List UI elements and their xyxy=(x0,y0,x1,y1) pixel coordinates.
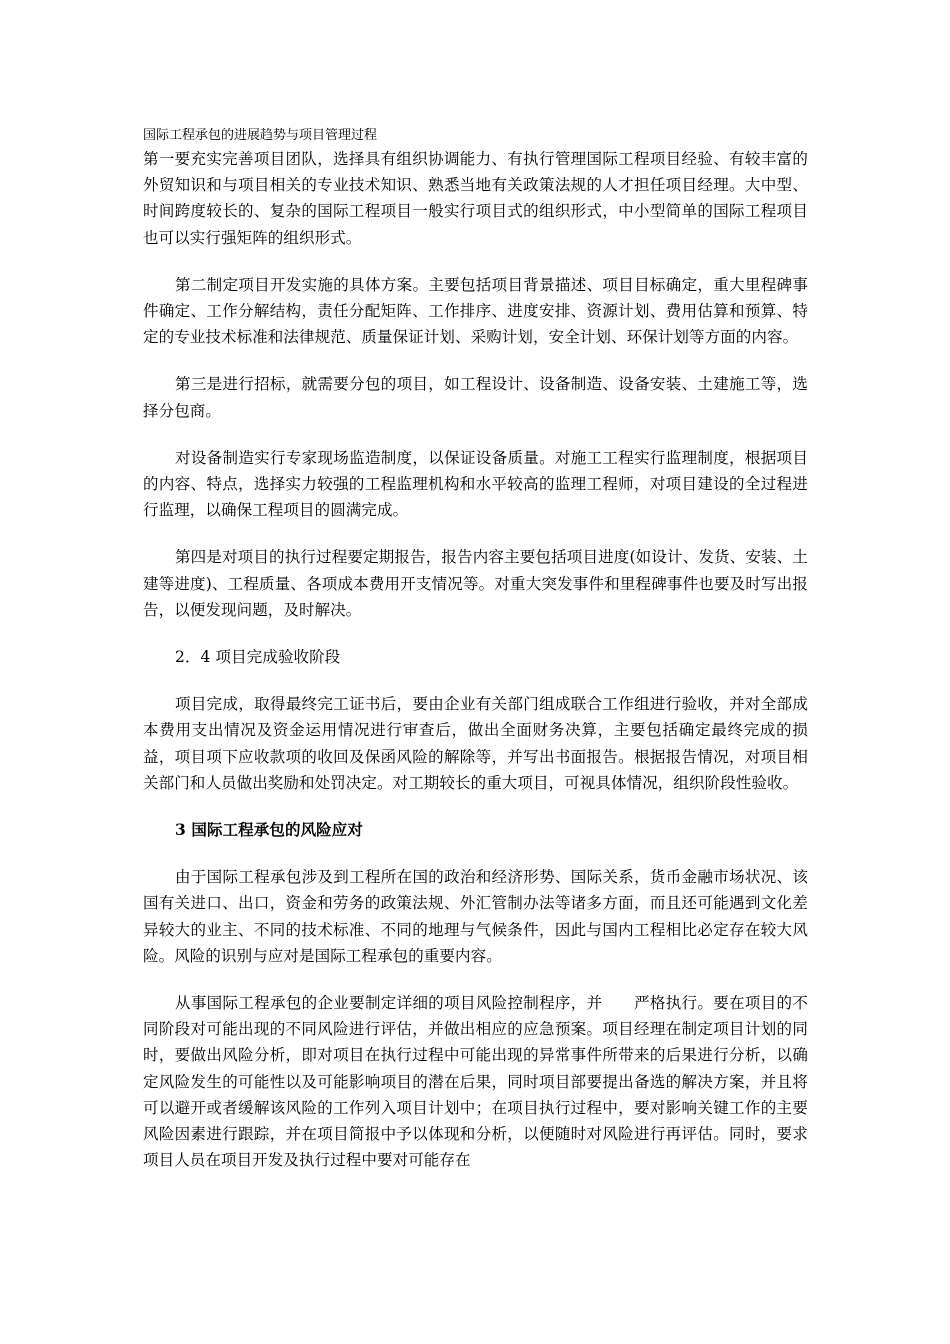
document-page xyxy=(143,126,808,1174)
document-title: 国际工程承包的进展趋势与项目管理过程 xyxy=(143,128,378,143)
section-heading-risk: 3 国际工程承包的风险应对 xyxy=(175,820,363,840)
paragraph-tender: 第三是进行招标，就需要分包的项目，如工程设计、设备制造、设备安装、土建施工等，选择分包商。 xyxy=(143,375,808,420)
paragraph-plan: 第二制定项目开发实施的具体方案。主要包括项目背景描述、项目目标确定，重大里程碑事件确定、工作分解结构，责任分配矩阵、工作排序、进度安排、资源计划、费用估算和预算、特定的专业技术标准和法律规范、质量保证计划、采购计划，安全计划、环保计划等方面的内容。 xyxy=(143,275,808,347)
paragraph-supervision: 对设备制造实行专家现场监造制度，以保证设备质量。对施工工程实行监理制度，根据项目的内容、特点，选择实力较强的工程监理机构和水平较高的监理工程师，对项目建设的全过程进行监理，以确保工程项目的圆满完成。 xyxy=(143,448,808,520)
paragraph-acceptance: 项目完成，取得最终完工证书后，要由企业有关部门组成联合工作组进行验收，并对全部成本费用支出情况及资金运用情况进行审查后，做出全面财务决算，主要包括确定最终完成的损益，项目项下应收款项的收回及保函风险的解除等，并写出书面报告。根据报告情况，对项目相关部门和人员做出奖励和处罚决定。对工期较长的重大项目，可视具体情况，组织阶段性验收。 xyxy=(143,695,808,792)
paragraph-report: 第四是对项目的执行过程要定期报告，报告内容主要包括项目进度(如设计、发货、安装、土建等进度)、工程质量、各项成本费用开支情况等。对重大突发事件和里程碑事件也要及时写出报告，以便发现问题，及时解决。 xyxy=(143,548,808,619)
paragraph-team: 第一要充实完善项目团队，选择具有组织协调能力、有执行管理国际工程项目经验、有较丰富的外贸知识和与项目相关的专业技术知识、熟悉当地有关政策法规的人才担任项目经理。大中型、时间跨度较长的、复杂的国际工程项目一般实行项目式的组织形式，中小型简单的国际工程项目也可以实行强矩阵的组织形式。 xyxy=(143,150,808,247)
paragraph-risk-intro: 由于国际工程承包涉及到工程所在国的政治和经济形势、国际关系，货币金融市场状况、该国有关进口、出口，资金和劳务的政策法规、外汇管制办法等诸多方面，而且还可能遇到文化差异较大的业主、不同的技术标准、不同的地理与气候条件，因此与国内工程相比必定存在较大风险。风险的识别与应对是国际工程承包的重要内容。 xyxy=(143,868,808,965)
paragraph-risk-control: 从事国际工程承包的企业要制定详细的项目风险控制程序，并 严格执行。要在项目的不同阶段对可能出现的不同风险进行评估，并做出相应的应急预案。项目经理在制定项目计划的同时，要做出风险分析，即对项目在执行过程中可能出现的异常事件所带来的后果进行分析，以确定风险发生的可能性以及可能影响项目的潜在后果，同时项目部要提出备选的解决方案，并且将可以避开或者缓解该风险的工作列入项目计划中；在项目执行过程中，要对影响关键工作的主要风险因素进行跟踪，并在项目简报中予以体现和分析，以便随时对风险进行再评估。同时，要求项目人员在项目开发及执行过程中要对可能存在 xyxy=(143,994,808,1170)
section-heading-acceptance: 2．4 项目完成验收阶段 xyxy=(175,648,341,667)
